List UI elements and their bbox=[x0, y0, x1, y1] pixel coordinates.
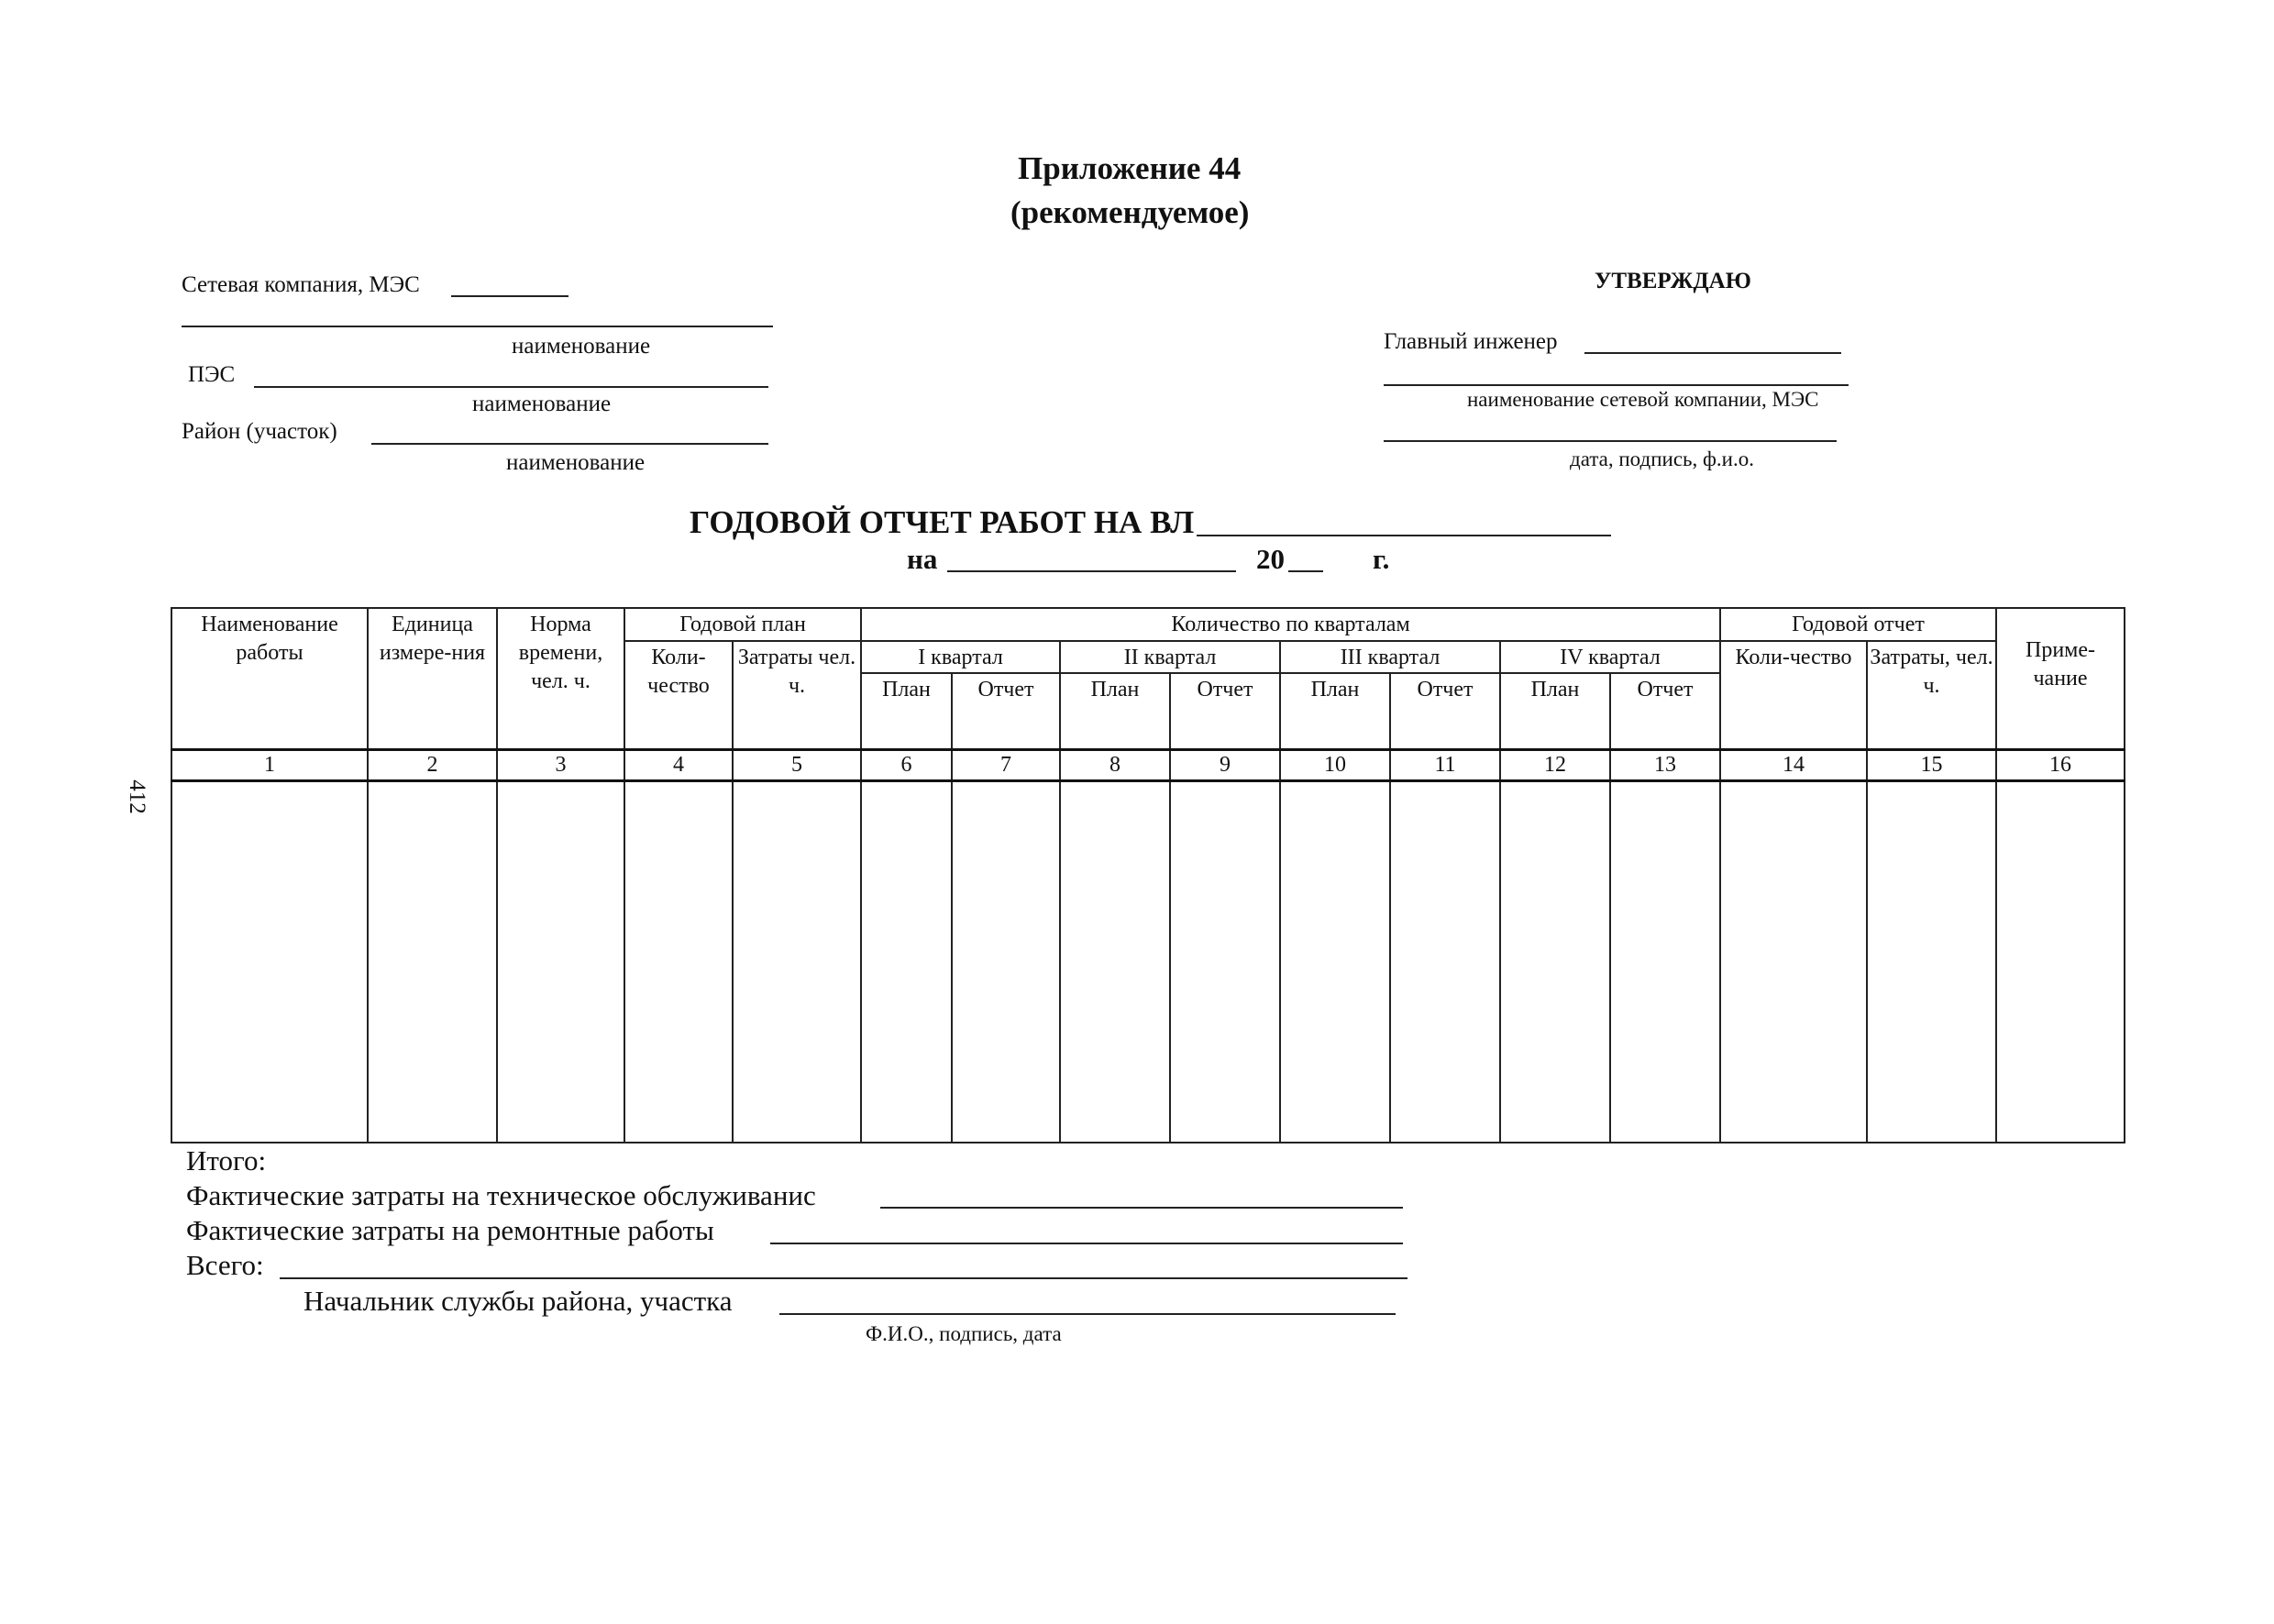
report-on: на bbox=[907, 543, 938, 575]
data-cell[interactable] bbox=[1720, 780, 1867, 1143]
column-number: 5 bbox=[733, 749, 861, 780]
appendix-subtitle: (рекомендуемое) bbox=[1010, 194, 1250, 230]
column-number: 16 bbox=[1996, 749, 2125, 780]
column-number: 13 bbox=[1610, 749, 1720, 780]
column-number: 10 bbox=[1280, 749, 1390, 780]
header-unit: Единица измере-ния bbox=[368, 608, 497, 749]
data-cell[interactable] bbox=[1060, 780, 1170, 1143]
column-number: 9 bbox=[1170, 749, 1280, 780]
column-number: 4 bbox=[624, 749, 733, 780]
district-name-hint: наименование bbox=[506, 450, 646, 475]
column-number: 8 bbox=[1060, 749, 1170, 780]
header-report-qty: Коли-чество bbox=[1720, 641, 1867, 749]
header-q1-plan: План bbox=[861, 673, 952, 749]
data-cell[interactable] bbox=[861, 780, 952, 1143]
approve-label: УТВЕРЖДАЮ bbox=[1595, 269, 1751, 293]
data-cell[interactable] bbox=[1996, 780, 2125, 1143]
header-q3: III квартал bbox=[1280, 641, 1500, 673]
company-approve-hint: наименование сетевой компании, МЭС bbox=[1467, 388, 1819, 411]
header-q1-report: Отчет bbox=[952, 673, 1060, 749]
header-report-cost: Затраты, чел. ч. bbox=[1867, 641, 1996, 749]
data-cell[interactable] bbox=[1390, 780, 1500, 1143]
header-q2: II квартал bbox=[1060, 641, 1280, 673]
column-number: 12 bbox=[1500, 749, 1610, 780]
report-title: ГОДОВОЙ ОТЧЕТ РАБОТ НА ВЛ bbox=[690, 504, 1195, 540]
data-cell[interactable] bbox=[497, 780, 624, 1143]
page-number: 412 bbox=[124, 779, 149, 814]
year-suffix: г. bbox=[1373, 543, 1390, 575]
all-line[interactable] bbox=[280, 1277, 1407, 1279]
column-number: 7 bbox=[952, 749, 1060, 780]
all-label: Всего: bbox=[186, 1249, 264, 1281]
maint-label: Фактические затраты на техническое обслуживанис bbox=[186, 1179, 816, 1211]
header-note: Приме-чание bbox=[1996, 608, 2125, 749]
header-q2-report: Отчет bbox=[1170, 673, 1280, 749]
column-number: 3 bbox=[497, 749, 624, 780]
data-cell[interactable] bbox=[1500, 780, 1610, 1143]
header-q4-report: Отчет bbox=[1610, 673, 1720, 749]
data-cell[interactable] bbox=[171, 780, 368, 1143]
header-q2-plan: План bbox=[1060, 673, 1170, 749]
header-annual-plan: Годовой план bbox=[624, 608, 861, 641]
year-prefix: 20 bbox=[1256, 543, 1285, 575]
header-norm: Норма времени, чел. ч. bbox=[497, 608, 624, 749]
district-label: Район (участок) bbox=[182, 419, 337, 444]
company-approve-line[interactable] bbox=[1384, 384, 1849, 386]
repair-label: Фактические затраты на ремонтные работы bbox=[186, 1214, 714, 1246]
column-number: 15 bbox=[1867, 749, 1996, 780]
header-q4: IV квартал bbox=[1500, 641, 1720, 673]
chief-line[interactable] bbox=[779, 1313, 1396, 1315]
data-cell[interactable] bbox=[624, 780, 733, 1143]
appendix-title: Приложение 44 bbox=[1018, 150, 1242, 186]
column-number: 2 bbox=[368, 749, 497, 780]
company-line[interactable] bbox=[451, 295, 568, 297]
header-annual-report: Годовой отчет bbox=[1720, 608, 1996, 641]
header-quarters: Количество по кварталам bbox=[861, 608, 1720, 641]
sign-hint: дата, подпись, ф.и.о. bbox=[1570, 447, 1754, 470]
year-line[interactable] bbox=[1288, 570, 1323, 572]
data-cell[interactable] bbox=[1867, 780, 1996, 1143]
total-label: Итого: bbox=[186, 1144, 267, 1177]
column-number: 6 bbox=[861, 749, 952, 780]
column-number: 14 bbox=[1720, 749, 1867, 780]
data-cell[interactable] bbox=[733, 780, 861, 1143]
chief-engineer-label: Главный инженер bbox=[1384, 329, 1558, 354]
header-q3-report: Отчет bbox=[1390, 673, 1500, 749]
header-name: Наименование работы bbox=[171, 608, 368, 749]
header-plan-cost: Затраты чел. ч. bbox=[733, 641, 861, 749]
repair-line[interactable] bbox=[770, 1243, 1403, 1244]
period-line[interactable] bbox=[947, 570, 1236, 572]
chief-label: Начальник службы района, участка bbox=[304, 1285, 733, 1317]
header-q1: I квартал bbox=[861, 641, 1060, 673]
column-number: 1 bbox=[171, 749, 368, 780]
vl-line[interactable] bbox=[1197, 535, 1611, 536]
header-plan-qty: Коли-чество bbox=[624, 641, 733, 749]
chief-engineer-line[interactable] bbox=[1584, 352, 1841, 354]
sign-line[interactable] bbox=[1384, 440, 1837, 442]
header-q4-plan: План bbox=[1500, 673, 1610, 749]
chief-sign-hint: Ф.И.О., подпись, дата bbox=[866, 1322, 1062, 1345]
district-line[interactable] bbox=[371, 443, 768, 445]
column-number: 11 bbox=[1390, 749, 1500, 780]
company-name-hint: наименование bbox=[512, 334, 651, 359]
data-cell[interactable] bbox=[1170, 780, 1280, 1143]
maint-line[interactable] bbox=[880, 1207, 1403, 1209]
company-label: Сетевая компания, МЭС bbox=[182, 272, 420, 297]
data-cell[interactable] bbox=[952, 780, 1060, 1143]
pes-line[interactable] bbox=[254, 386, 768, 388]
data-cell[interactable] bbox=[1280, 780, 1390, 1143]
header-q3-plan: План bbox=[1280, 673, 1390, 749]
pes-name-hint: наименование bbox=[472, 392, 612, 416]
data-cell[interactable] bbox=[368, 780, 497, 1143]
pes-label: ПЭС bbox=[188, 362, 236, 387]
company-name-line[interactable] bbox=[182, 326, 773, 327]
report-table bbox=[171, 607, 2125, 1143]
data-row bbox=[171, 780, 2125, 1143]
data-cell[interactable] bbox=[1610, 780, 1720, 1143]
column-numbers-row bbox=[171, 749, 2125, 780]
